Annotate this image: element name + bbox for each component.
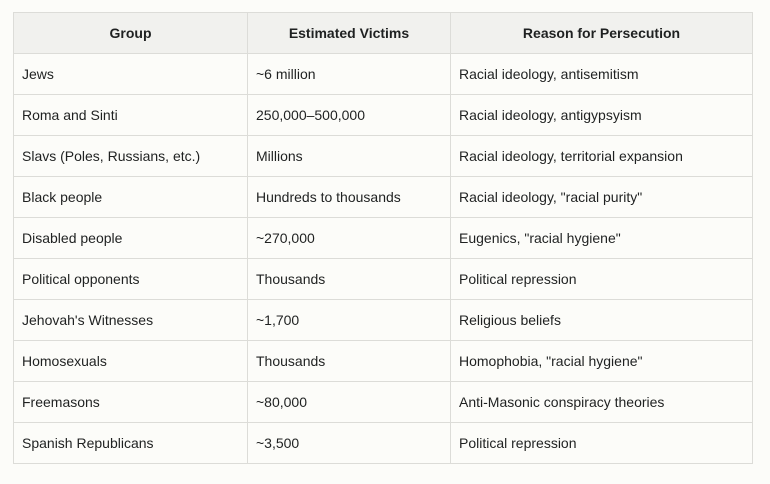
cell-estimated-victims: ~6 million bbox=[248, 54, 451, 95]
cell-group: Political opponents bbox=[14, 259, 248, 300]
table-row bbox=[14, 177, 753, 218]
table-body bbox=[14, 54, 753, 464]
persecution-table-container bbox=[13, 12, 752, 464]
persecution-table bbox=[13, 12, 753, 464]
cell-estimated-victims: ~80,000 bbox=[248, 382, 451, 423]
table-row bbox=[14, 341, 753, 382]
cell-group: Roma and Sinti bbox=[14, 95, 248, 136]
cell-reason: Racial ideology, territorial expansion bbox=[451, 136, 753, 177]
cell-estimated-victims: ~270,000 bbox=[248, 218, 451, 259]
cell-estimated-victims: Thousands bbox=[248, 259, 451, 300]
cell-reason: Religious beliefs bbox=[451, 300, 753, 341]
cell-estimated-victims: 250,000–500,000 bbox=[248, 95, 451, 136]
cell-reason: Homophobia, "racial hygiene" bbox=[451, 341, 753, 382]
table-row bbox=[14, 95, 753, 136]
column-header-reason: Reason for Persecution bbox=[451, 13, 753, 54]
table-row bbox=[14, 382, 753, 423]
table-row bbox=[14, 259, 753, 300]
cell-group: Disabled people bbox=[14, 218, 248, 259]
cell-group: Spanish Republicans bbox=[14, 423, 248, 464]
cell-group: Black people bbox=[14, 177, 248, 218]
column-header-group: Group bbox=[14, 13, 248, 54]
table-row bbox=[14, 300, 753, 341]
cell-reason: Anti-Masonic conspiracy theories bbox=[451, 382, 753, 423]
header-row bbox=[14, 13, 753, 54]
cell-estimated-victims: Hundreds to thousands bbox=[248, 177, 451, 218]
table-row bbox=[14, 423, 753, 464]
cell-estimated-victims: Thousands bbox=[248, 341, 451, 382]
table-row bbox=[14, 218, 753, 259]
cell-estimated-victims: ~1,700 bbox=[248, 300, 451, 341]
cell-estimated-victims: ~3,500 bbox=[248, 423, 451, 464]
cell-group: Freemasons bbox=[14, 382, 248, 423]
cell-group: Slavs (Poles, Russians, etc.) bbox=[14, 136, 248, 177]
cell-group: Homosexuals bbox=[14, 341, 248, 382]
table-row bbox=[14, 54, 753, 95]
cell-group: Jews bbox=[14, 54, 248, 95]
table-header bbox=[14, 13, 753, 54]
cell-reason: Racial ideology, "racial purity" bbox=[451, 177, 753, 218]
column-header-estimated-victims: Estimated Victims bbox=[248, 13, 451, 54]
cell-group: Jehovah's Witnesses bbox=[14, 300, 248, 341]
cell-reason: Political repression bbox=[451, 423, 753, 464]
cell-reason: Eugenics, "racial hygiene" bbox=[451, 218, 753, 259]
table-row bbox=[14, 136, 753, 177]
cell-reason: Racial ideology, antisemitism bbox=[451, 54, 753, 95]
cell-reason: Racial ideology, antigypsyism bbox=[451, 95, 753, 136]
cell-reason: Political repression bbox=[451, 259, 753, 300]
cell-estimated-victims: Millions bbox=[248, 136, 451, 177]
